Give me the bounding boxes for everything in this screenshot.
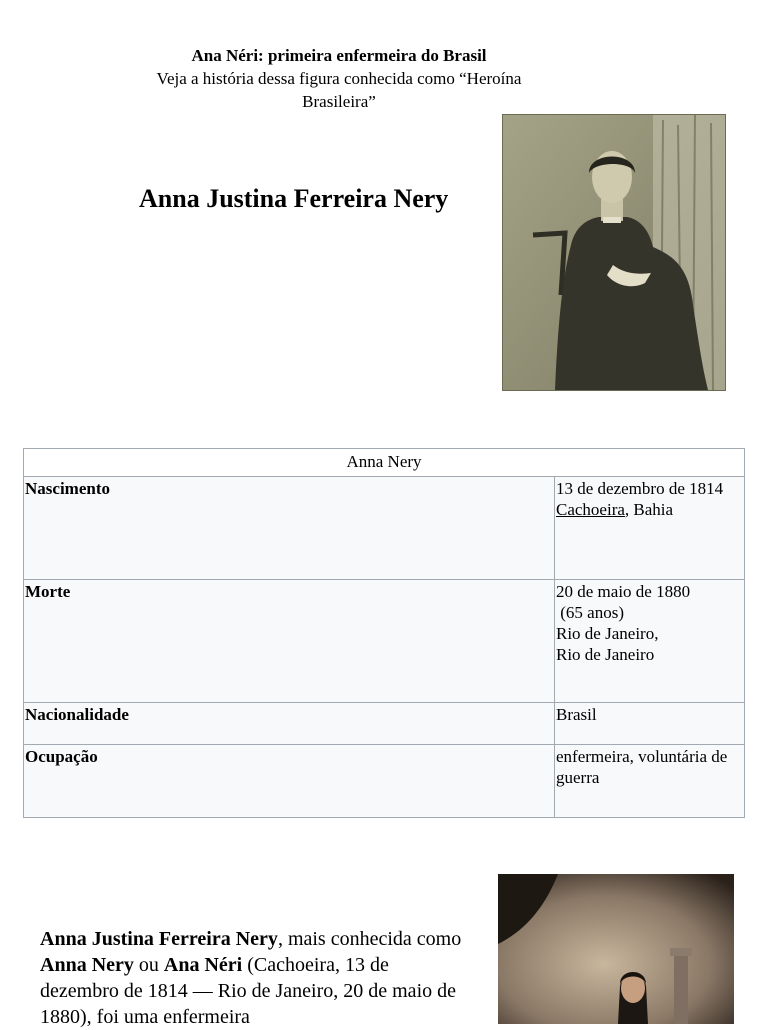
nacionalidade-value: Brasil bbox=[555, 703, 745, 745]
morte-value bbox=[555, 580, 745, 703]
intro-text-2: ou bbox=[133, 954, 164, 976]
painting-image bbox=[498, 874, 734, 1024]
morte-age: (65 anos) bbox=[556, 603, 624, 622]
nacionalidade-label: Nacionalidade bbox=[24, 703, 555, 745]
infobox-row-nacionalidade bbox=[24, 703, 745, 745]
infobox-row-morte bbox=[24, 580, 745, 703]
nascimento-value bbox=[555, 477, 745, 580]
ocupacao-label: Ocupação bbox=[24, 745, 555, 818]
intro-text-1: , mais conhecida como bbox=[277, 928, 462, 950]
cachoeira-link[interactable]: Cachoeira bbox=[556, 500, 625, 519]
nascimento-date: 13 de dezembro de 1814 bbox=[556, 479, 724, 498]
article-subtitle: Veja a história dessa figura conhecida como “Heroína Brasileira” bbox=[156, 69, 522, 111]
intro-alias-1: Anna Nery bbox=[40, 954, 134, 976]
morte-state: Rio de Janeiro bbox=[556, 645, 655, 664]
intro-name: Anna Justina Ferreira Nery bbox=[40, 928, 278, 950]
article-title: Ana Néri: primeira enfermeira do Brasil bbox=[191, 46, 487, 65]
intro-paragraph bbox=[40, 926, 470, 1030]
infobox-caption: Anna Nery bbox=[24, 449, 745, 477]
main-name-heading: Anna Justina Ferreira Nery bbox=[139, 184, 449, 213]
portrait-photo bbox=[502, 114, 726, 391]
morte-date: 20 de maio de 1880 bbox=[556, 582, 691, 601]
infobox-row-nascimento bbox=[24, 477, 745, 580]
morte-city: Rio de Janeiro, bbox=[556, 624, 659, 643]
infobox-row-ocupacao bbox=[24, 745, 745, 818]
infobox-table bbox=[23, 448, 745, 818]
intro-alias-2: Ana Néri bbox=[163, 954, 243, 976]
intro-text-3: (Cachoeira, 13 de dezembro de 1814 — Rio de Janeiro, 20 de maio de 1880), foi uma enfermeira bbox=[40, 954, 456, 1028]
nascimento-state: , Bahia bbox=[624, 500, 674, 519]
ocupacao-value: enfermeira, voluntária de guerra bbox=[555, 745, 745, 818]
morte-label: Morte bbox=[24, 580, 555, 703]
nascimento-label: Nascimento bbox=[24, 477, 555, 580]
article-header bbox=[120, 44, 558, 113]
